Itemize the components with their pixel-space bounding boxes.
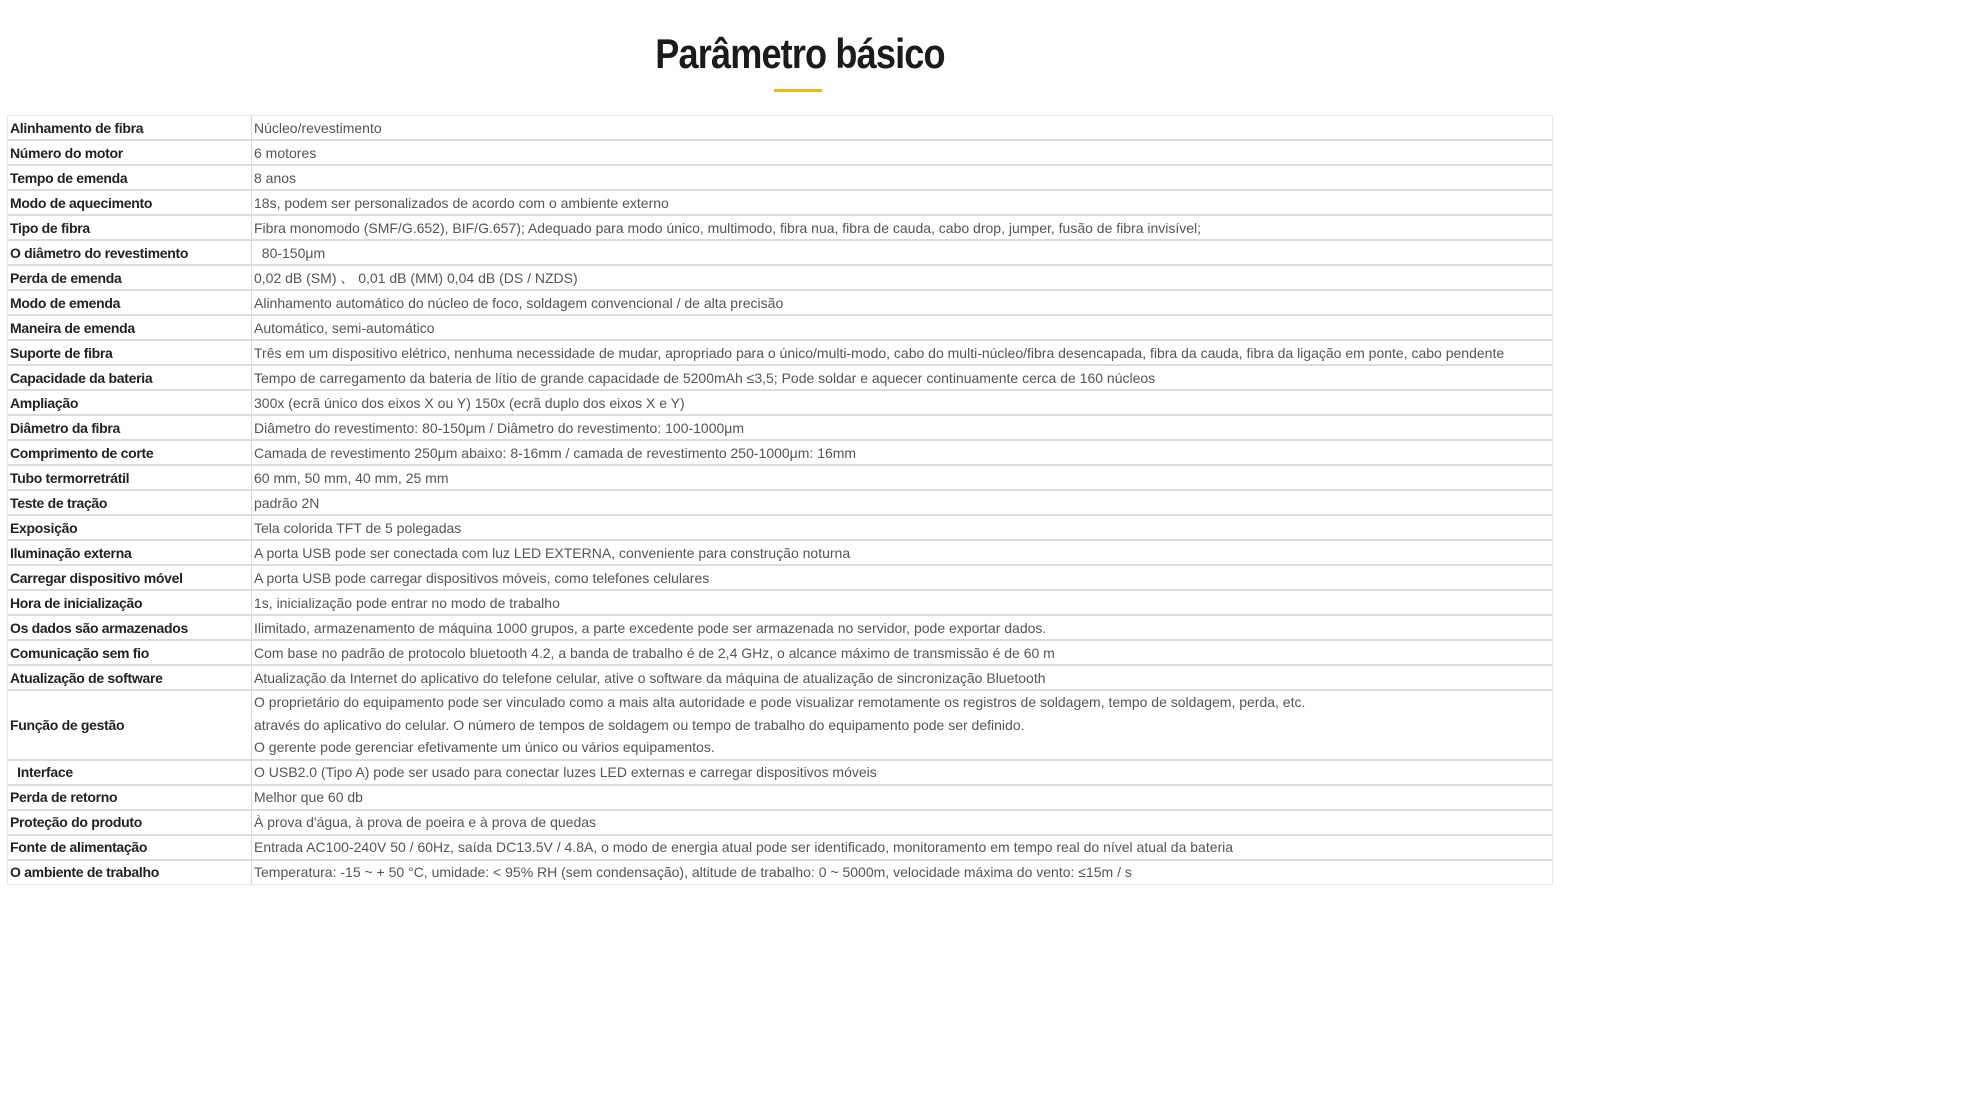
table-row: [8, 540, 1553, 565]
table-row: [8, 415, 1553, 440]
row-label: Interface: [8, 760, 252, 785]
table-row: [8, 290, 1553, 315]
table-row: [8, 490, 1553, 515]
row-value: Fibra monomodo (SMF/G.652), BIF/G.657); Adequado para modo único, multimodo, fibra nua, fibra de cauda, cabo drop, jumper, fusão de fibra invisível;: [252, 215, 1553, 240]
table-row: [8, 440, 1553, 465]
table-row: [8, 190, 1553, 215]
row-label: Alinhamento de fibra: [8, 116, 252, 141]
row-value: Camada de revestimento 250μm abaixo: 8-16mm / camada de revestimento 250-1000μm: 16mm: [252, 440, 1553, 465]
row-label: Carregar dispositivo móvel: [8, 565, 252, 590]
row-label: Modo de aquecimento: [8, 190, 252, 215]
row-value: 8 anos: [252, 165, 1553, 190]
row-value: Atualização da Internet do aplicativo do telefone celular, ative o software da máquina de atualização de sincronização Bluetooth: [252, 665, 1553, 690]
row-label: Atualização de software: [8, 665, 252, 690]
table-row: [8, 690, 1553, 760]
row-label: Comprimento de corte: [8, 440, 252, 465]
row-label: Diâmetro da fibra: [8, 415, 252, 440]
table-row: [8, 265, 1553, 290]
row-value: Três em um dispositivo elétrico, nenhuma necessidade de mudar, apropriado para o único/multi-modo, cabo do multi-núcleo/fibra desencapada, fibra da cauda, fibra da ligação em ponte, cabo pendente: [252, 340, 1553, 365]
row-value: Temperatura: -15 ~ + 50 °C, umidade: < 95% RH (sem condensação), altitude de trabalho: 0 ~ 5000m, velocidade máxima do vento: ≤15m / s: [252, 860, 1553, 885]
table-row: [8, 165, 1553, 190]
row-label: Perda de retorno: [8, 785, 252, 810]
row-label: Exposição: [8, 515, 252, 540]
table-row: [8, 835, 1553, 860]
table-row: [8, 665, 1553, 690]
table-row: [8, 785, 1553, 810]
table-row: [8, 116, 1553, 141]
table-row: [8, 390, 1553, 415]
row-label: Comunicação sem fio: [8, 640, 252, 665]
row-label: Tempo de emenda: [8, 165, 252, 190]
row-label: Iluminação externa: [8, 540, 252, 565]
row-value: Alinhamento automático do núcleo de foco, soldagem convencional / de alta precisão: [252, 290, 1553, 315]
row-value: 60 mm, 50 mm, 40 mm, 25 mm: [252, 465, 1553, 490]
row-label: Capacidade da bateria: [8, 365, 252, 390]
table-row: [8, 340, 1553, 365]
table-row: [8, 860, 1553, 885]
row-value-line: O gerente pode gerenciar efetivamente um único ou vários equipamentos.: [254, 739, 715, 755]
row-value: 0,02 dB (SM) 、 0,01 dB (MM) 0,04 dB (DS / NZDS): [252, 265, 1553, 290]
row-label: Função de gestão: [8, 690, 252, 760]
row-value: Entrada AC100-240V 50 / 60Hz, saída DC13.5V / 4.8A, o modo de energia atual pode ser identificado, monitoramento em tempo real do nível atual da bateria: [252, 835, 1553, 860]
row-value: 80-150μm: [252, 240, 1553, 265]
row-label: Tubo termorretrátil: [8, 465, 252, 490]
row-label: Os dados são armazenados: [8, 615, 252, 640]
table-row: [8, 465, 1553, 490]
table-row: [8, 565, 1553, 590]
row-label: Proteção do produto: [8, 810, 252, 835]
row-value-line: O proprietário do equipamento pode ser vinculado como a mais alta autoridade e pode visualizar remotamente os registros de soldagem, tempo de soldagem, perda, etc.: [254, 694, 1306, 710]
row-value: Tela colorida TFT de 5 polegadas: [252, 515, 1553, 540]
spec-table-body: [8, 116, 1553, 885]
row-label: Teste de tração: [8, 490, 252, 515]
row-value: Com base no padrão de protocolo bluetooth 4.2, a banda de trabalho é de 2,4 GHz, o alcance máximo de transmissão é de 60 m: [252, 640, 1553, 665]
row-value: A porta USB pode ser conectada com luz LED EXTERNA, conveniente para construção noturna: [252, 540, 1553, 565]
row-value: Diâmetro do revestimento: 80-150μm / Diâmetro do revestimento: 100-1000μm: [252, 415, 1553, 440]
table-row: [8, 140, 1553, 165]
table-row: [8, 365, 1553, 390]
row-label: O ambiente de trabalho: [8, 860, 252, 885]
table-row: [8, 810, 1553, 835]
row-value: 18s, podem ser personalizados de acordo com o ambiente externo: [252, 190, 1553, 215]
row-value: 6 motores: [252, 140, 1553, 165]
table-row: [8, 315, 1553, 340]
row-label: Fonte de alimentação: [8, 835, 252, 860]
row-value: padrão 2N: [252, 490, 1553, 515]
row-label: Suporte de fibra: [8, 340, 252, 365]
row-label: Modo de emenda: [8, 290, 252, 315]
row-value: Automático, semi-automático: [252, 315, 1553, 340]
table-row: [8, 760, 1553, 785]
row-label: Número do motor: [8, 140, 252, 165]
row-label: Perda de emenda: [8, 265, 252, 290]
row-label: Tipo de fibra: [8, 215, 252, 240]
row-value: O USB2.0 (Tipo A) pode ser usado para conectar luzes LED externas e carregar dispositivos móveis: [252, 760, 1553, 785]
table-row: [8, 615, 1553, 640]
row-label: Maneira de emenda: [8, 315, 252, 340]
table-row: [8, 515, 1553, 540]
row-value: 1s, inicialização pode entrar no modo de trabalho: [252, 590, 1553, 615]
row-value: Melhor que 60 db: [252, 785, 1553, 810]
title-underline: [774, 89, 822, 92]
row-value: A porta USB pode carregar dispositivos móveis, como telefones celulares: [252, 565, 1553, 590]
table-row: [8, 240, 1553, 265]
row-value: 300x (ecrã único dos eixos X ou Y) 150x (ecrã duplo dos eixos X e Y): [252, 390, 1553, 415]
spec-table: [7, 115, 1553, 885]
row-value: À prova d'água, à prova de poeira e à prova de quedas: [252, 810, 1553, 835]
row-value: Tempo de carregamento da bateria de lítio de grande capacidade de 5200mAh ≤3,5; Pode soldar e aquecer continuamente cerca de 160 núcleos: [252, 365, 1553, 390]
table-row: [8, 215, 1553, 240]
row-label: O diâmetro do revestimento: [8, 240, 252, 265]
row-value: Núcleo/revestimento: [252, 116, 1553, 141]
row-label: Hora de inicialização: [8, 590, 252, 615]
row-value: Ilimitado, armazenamento de máquina 1000 grupos, a parte excedente pode ser armazenada no servidor, pode exportar dados.: [252, 615, 1553, 640]
page-title: Parâmetro básico: [655, 30, 945, 77]
row-label: Ampliação: [8, 390, 252, 415]
table-row: [8, 640, 1553, 665]
row-value-line: através do aplicativo do celular. O número de tempos de soldagem ou tempo de trabalho do equipamento pode ser definido.: [254, 716, 1025, 733]
row-value: [252, 690, 1553, 760]
table-row: [8, 590, 1553, 615]
